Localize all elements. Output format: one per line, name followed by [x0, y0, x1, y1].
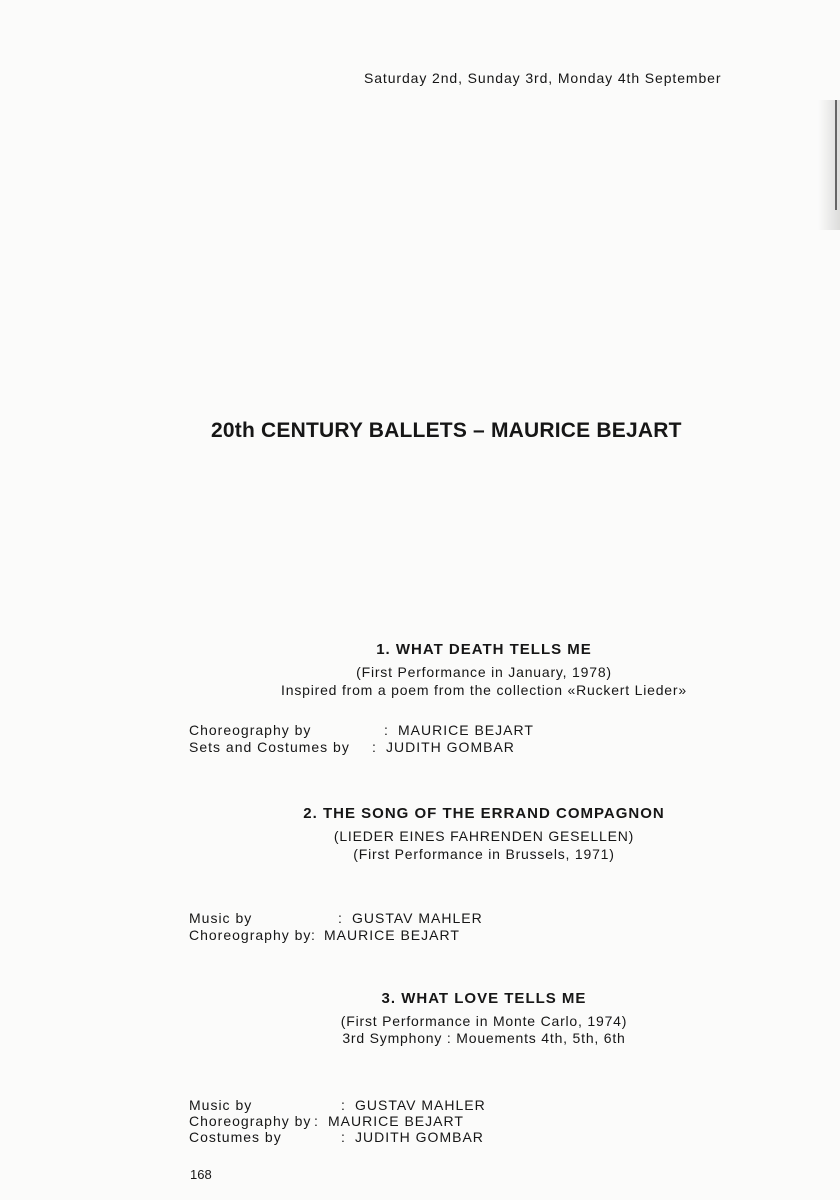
credit-name: GUSTAV MAHLER	[355, 1097, 486, 1113]
credit-name: MAURICE BEJART	[328, 1113, 464, 1129]
ballet-note: (First Performance in Monte Carlo, 1974)	[340, 1013, 628, 1029]
page-number: 168	[190, 1167, 212, 1182]
ballet-note: Inspired from a poem from the collection «Ruckert Lieder»	[281, 682, 687, 698]
credit-role: Sets and Costumes by	[189, 739, 350, 755]
ballet-note: (LIEDER EINES FAHRENDEN GESELLEN)	[333, 828, 635, 844]
ballet-note: (First Performance in January, 1978)	[356, 664, 612, 680]
credit-separator: :	[384, 722, 389, 738]
credit-role: Music by	[189, 1097, 253, 1113]
credit-role: Music by	[189, 910, 253, 926]
credit-name: JUDITH GOMBAR	[355, 1129, 484, 1145]
credit-role: Costumes by	[189, 1129, 282, 1145]
ballet-title: 2. THE SONG OF THE ERRAND COMPAGNON	[303, 805, 665, 822]
credit-separator: :	[341, 1129, 346, 1145]
credit-name: JUDITH GOMBAR	[386, 739, 515, 755]
credit-name: MAURICE BEJART	[398, 722, 534, 738]
credit-name: MAURICE BEJART	[324, 927, 460, 943]
credit-name: GUSTAV MAHLER	[352, 910, 483, 926]
credit-separator: :	[314, 1113, 319, 1129]
credit-role: Choreography by	[189, 1113, 312, 1129]
ballet-title: 1. WHAT DEATH TELLS ME	[376, 641, 592, 658]
ballet-title: 3. WHAT LOVE TELLS ME	[381, 990, 587, 1007]
credit-separator: :	[341, 1097, 346, 1113]
credit-separator: :	[338, 910, 343, 926]
ballet-note: (First Performance in Brussels, 1971)	[353, 846, 615, 862]
credit-role: Choreography by	[189, 722, 312, 738]
credit-role: Choreography by	[189, 927, 312, 943]
page-edge-line	[835, 100, 837, 210]
credit-separator: :	[372, 739, 377, 755]
main-title: 20th CENTURY BALLETS – MAURICE BEJART	[211, 419, 682, 442]
credit-separator: :	[311, 927, 316, 943]
date-line: Saturday 2nd, Sunday 3rd, Monday 4th September	[364, 70, 722, 86]
ballet-note: 3rd Symphony : Mouements 4th, 5th, 6th	[342, 1030, 626, 1046]
